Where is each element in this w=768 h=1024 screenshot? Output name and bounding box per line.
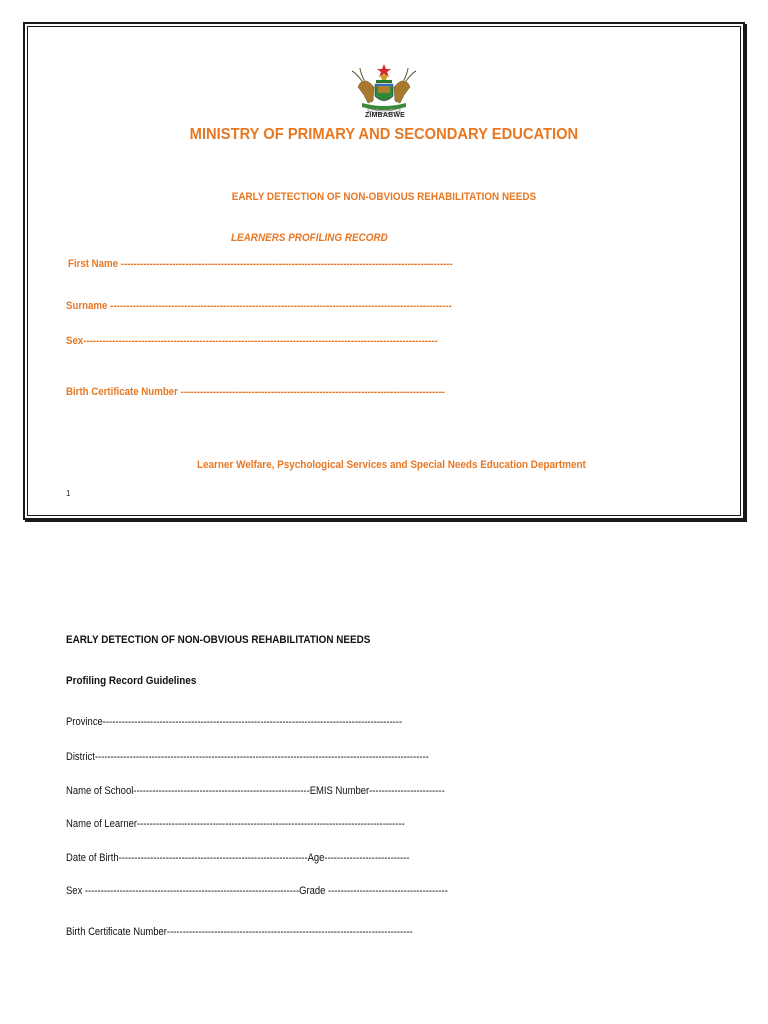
emblem-caption: ZIMBABWE <box>364 112 406 119</box>
guidelines-subheading: Profiling Record Guidelines <box>66 675 197 687</box>
surname-field: Surname ---------------------------------------------------------------------------------------------------------- <box>66 300 452 312</box>
zimbabwe-coat-of-arms-icon <box>338 63 430 115</box>
page-number: 1 <box>66 489 71 498</box>
department-name: Learner Welfare, Psychological Services and Special Needs Education Department <box>197 459 586 471</box>
cover-subtitle: EARLY DETECTION OF NON-OBVIOUS REHABILITATION NEEDS <box>231 191 537 203</box>
record-title: LEARNERS PROFILING RECORD <box>231 232 388 244</box>
birth-certificate-field: Birth Certificate Number ---------------------------------------------------------------------------------- <box>66 386 445 398</box>
guidelines-heading: EARLY DETECTION OF NON-OBVIOUS REHABILITATION NEEDS <box>66 634 371 646</box>
birth-certificate-line: Birth Certificate Number------------------------------------------------------------------------------ <box>66 926 413 938</box>
learner-name-line: Name of Learner------------------------------------------------------------------------------------- <box>66 818 405 830</box>
district-line: District---------------------------------------------------------------------------------------------------------- <box>66 751 429 763</box>
school-emis-line: Name of School--------------------------------------------------------EMIS Number------------------------ <box>66 785 445 797</box>
first-name-field: First Name ------------------------------------------------------------------------------------------------------- <box>68 258 453 270</box>
sex-grade-line: Sex --------------------------------------------------------------------Grade -------------------------------------- <box>66 885 448 897</box>
sex-field: Sex-------------------------------------------------------------------------------------------------------------- <box>66 335 438 347</box>
dob-age-line: Date of Birth------------------------------------------------------------Age--------------------------- <box>66 852 410 864</box>
province-line: Province----------------------------------------------------------------------------------------------- <box>66 716 403 728</box>
ministry-title: MINISTRY OF PRIMARY AND SECONDARY EDUCATION <box>189 126 579 143</box>
